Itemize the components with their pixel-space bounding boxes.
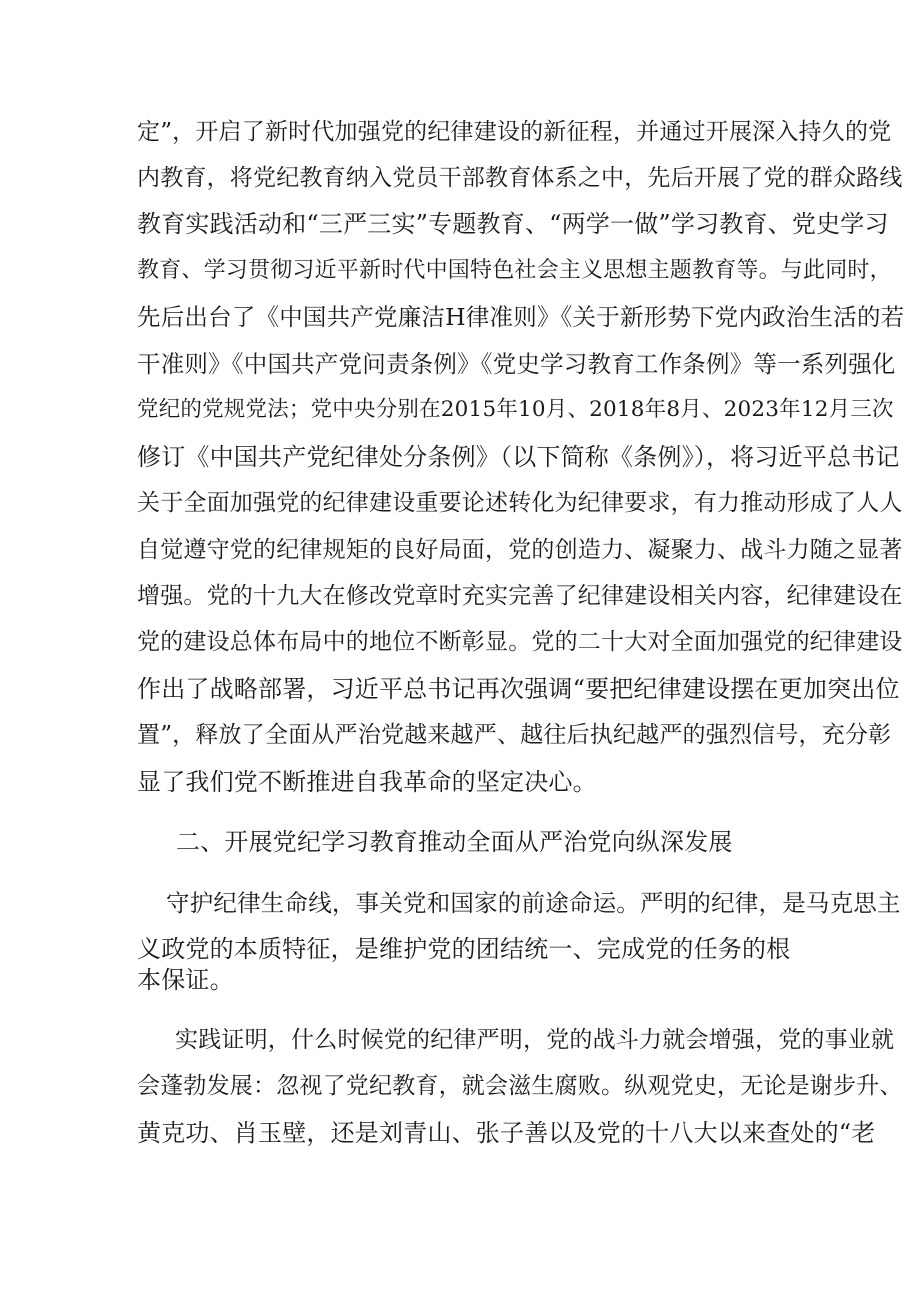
paragraph-1-line-14: 置”，释放了全面从严治党越来越严、越往后执纪越严的强烈信号，充分彰 bbox=[137, 722, 892, 748]
paragraph-2-line-3: 本保证。 bbox=[137, 966, 234, 994]
paragraph-1-line-1: 定”，开启了新时代加强党的纪律建设的新征程，并通过开展深入持久的党 bbox=[137, 119, 892, 145]
paragraph-2-line-2: 义政党的本质特征，是维护党的团结统一、完成党的任务的根 bbox=[137, 935, 791, 963]
section-heading: 二、开展党纪学习教育推动全面从严治党向纵深发展 bbox=[176, 828, 733, 856]
paragraph-1-line-2: 内教育，将党纪教育纳入党员干部教育体系之中，先后开展了党的群众路线 bbox=[137, 165, 903, 191]
paragraph-1-line-9: 关于全面加强党的纪律建设重要论述转化为纪律要求，有力推动形成了人人 bbox=[137, 490, 903, 516]
paragraph-1-line-12: 党的建设总体布局中的地位不断彰显。党的二十大对全面加强党的纪律建设 bbox=[137, 629, 903, 655]
paragraph-1-line-4: 教育、学习贯彻习近平新时代中国特色社会主义思想主题教育等。与此同时， bbox=[137, 258, 892, 283]
paragraph-2-line-1: 守护纪律生命线，事关党和国家的前途命运。严明的纪律，是马克思主 bbox=[166, 889, 901, 917]
paragraph-1-line-7: 党纪的党规党法；党中央分别在2015年10月、2018年8月、2023年12月三次 bbox=[137, 397, 894, 422]
paragraph-1-line-11: 增强。党的十九大在修改党章时充实完善了纪律建设相关内容，纪律建设在 bbox=[137, 583, 903, 609]
paragraph-3-line-2: 会蓬勃发展：忽视了党纪教育，就会滋生腐败。纵观党史，无论是谢步升、 bbox=[137, 1073, 903, 1099]
paragraph-1-line-13: 作出了战略部署，习近平总书记再次强调“要把纪律建设摆在更加突出位 bbox=[137, 675, 900, 703]
paragraph-1-line-6: 干准则》《中国共产党问责条例》《党史学习教育工作条例》等一系列强化 bbox=[137, 350, 896, 378]
paragraph-1-line-5: 先后出台了《中国共产党廉洁H律准则》《关于新形势下党内政治生活的若 bbox=[137, 303, 905, 331]
paragraph-1-line-3: 教育实践活动和“三严三实”专题教育、“两学一做”学习教育、党史学习 bbox=[137, 210, 889, 238]
paragraph-1-line-10: 自觉遵守党的纪律规矩的良好局面，党的创造力、凝聚力、战斗力随之显著 bbox=[137, 537, 903, 563]
paragraph-1-line-8: 修订《中国共产党纪律处分条例》（以下简称《条例》），将习近平总书记 bbox=[137, 443, 900, 471]
paragraph-3-line-1: 实践证明，什么时候党的纪律严明，党的战斗力就会增强，党的事业就 bbox=[175, 1027, 895, 1053]
paragraph-3-line-3: 黄克功、肖玉壁，还是刘青山、张子善以及党的十八大以来查处的“老 bbox=[137, 1119, 876, 1147]
paragraph-1-line-15: 显了我们党不断推进自我革命的坚定决心。 bbox=[137, 768, 597, 796]
